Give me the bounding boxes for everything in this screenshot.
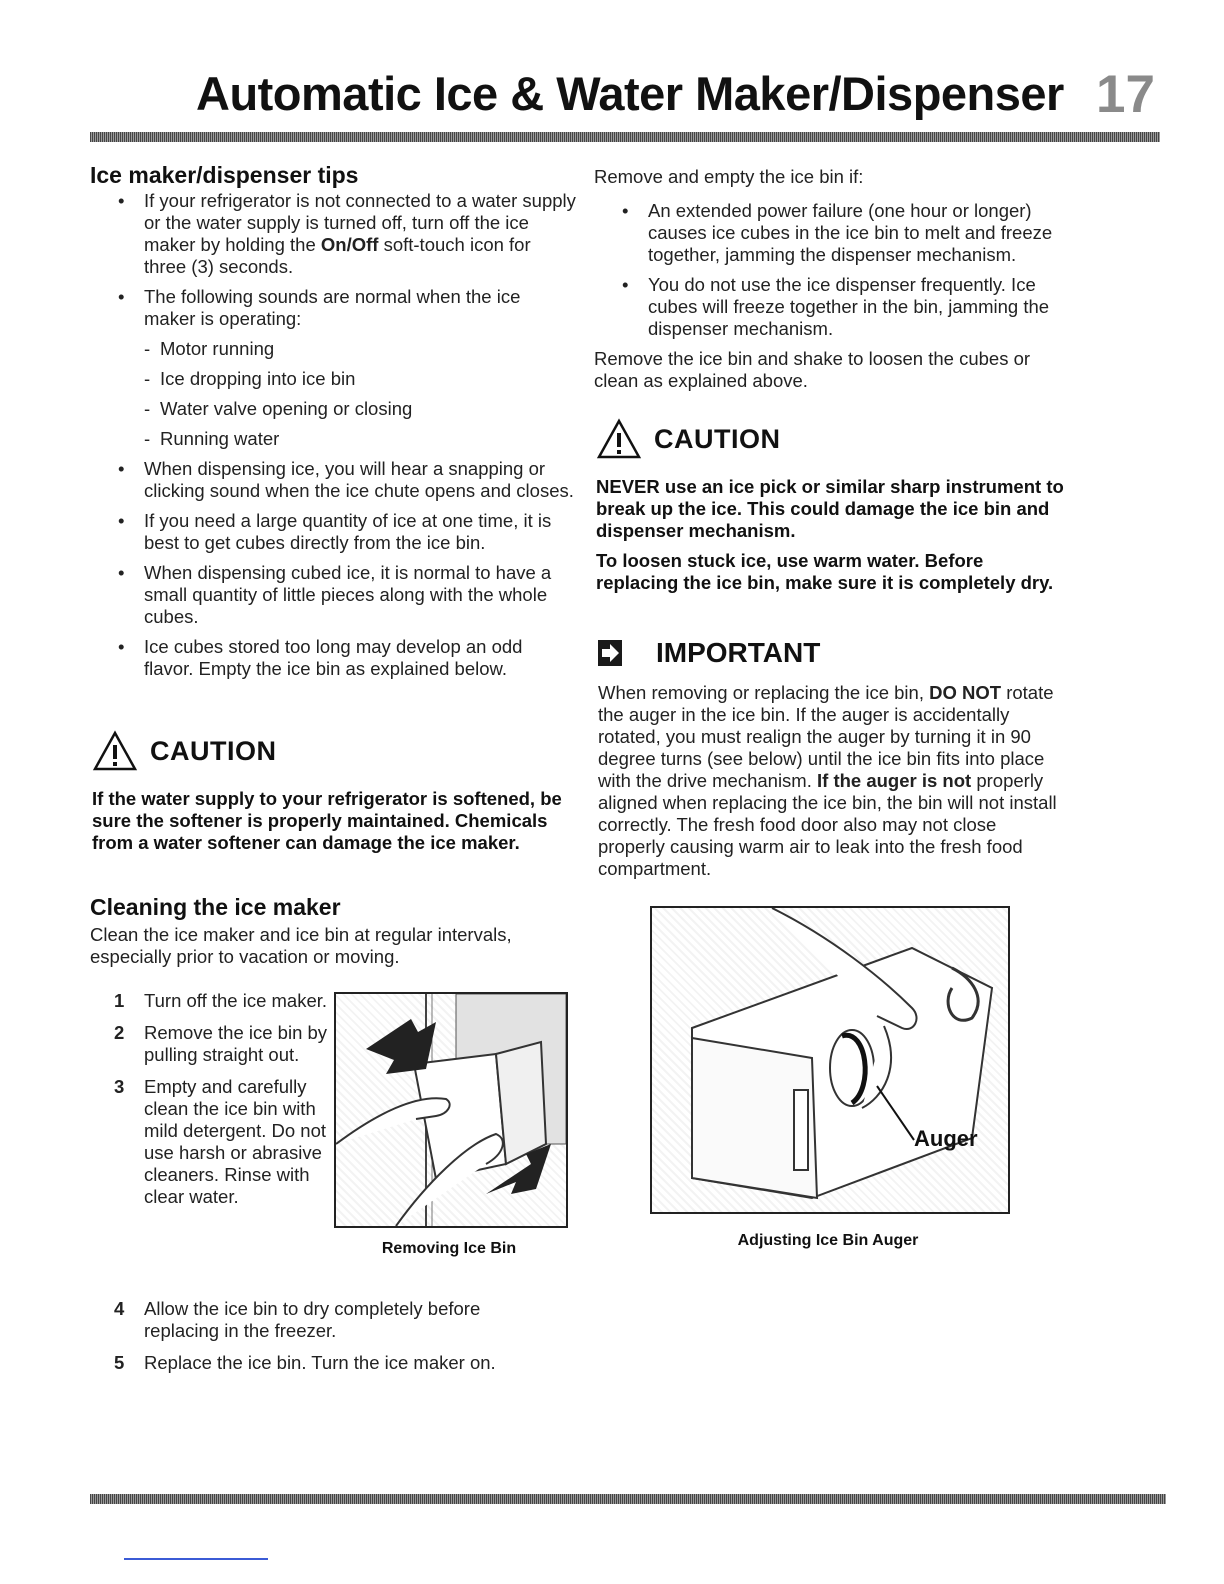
arrow-box-icon [598, 640, 622, 666]
header-rule [90, 132, 1160, 142]
figure-caption: Adjusting Ice Bin Auger [737, 1232, 919, 1249]
important-heading: IMPORTANT [598, 640, 1064, 666]
tips-heading: Ice maker/dispenser tips [90, 162, 359, 188]
cleaning-section [90, 896, 560, 968]
warning-triangle-icon [92, 730, 138, 772]
list-item: • When dispensing ice, you will hear a snapping or clicking sound when the ice chute opens and closes. [90, 458, 576, 502]
right-caution [596, 418, 1066, 602]
list-item: - Motor running [144, 338, 576, 360]
important-section [598, 637, 1064, 880]
cleaning-steps-b [90, 1298, 560, 1384]
list-item: 1 Turn off the ice maker. [114, 990, 328, 1011]
list-item: • If your refrigerator is not connected to a water supply or the water supply is turned off, turn off the ice maker by holding the On/Off soft-touch icon for three (3) seconds. [90, 190, 576, 278]
list-item: • An extended power failure (one hour or longer) causes ice cubes in the ice bin to melt and freeze together, jamming the dispenser mechanism. [594, 200, 1074, 266]
cleaning-intro: Clean the ice maker and ice bin at regular intervals, especially prior to vacation or moving. [90, 924, 512, 967]
removing-ice-bin-figure [334, 992, 568, 1228]
caution-heading: CAUTION [596, 418, 1066, 460]
empty-outro: Remove the ice bin and shake to loosen the cubes or clean as explained above. [594, 348, 1031, 391]
page-number: 17 [1096, 65, 1155, 124]
list-item: - Water valve opening or closing [144, 398, 576, 420]
footer-rule [90, 1494, 1166, 1504]
list-item: 4 Allow the ice bin to dry completely before replacing in the freezer. [114, 1298, 481, 1341]
adjusting-auger-figure [650, 906, 1010, 1214]
caution-text: If the water supply to your refrigerator is softened, be sure the softener is properly maintained. Chemicals from a water softener can damage the ice maker. [92, 788, 562, 853]
right-column [594, 166, 1074, 392]
list-item: • If you need a large quantity of ice at one time, it is best to get cubes directly from the ice bin. [90, 510, 576, 554]
sounds-list [144, 338, 576, 450]
caution-heading: CAUTION [92, 730, 572, 772]
list-item: • Ice cubes stored too long may develop an odd flavor. Empty the ice bin as explained below. [90, 636, 576, 680]
warning-triangle-icon [596, 418, 642, 460]
left-caution [92, 730, 572, 854]
figure-caption: Removing Ice Bin [381, 1240, 517, 1257]
tips-list [90, 190, 576, 680]
left-column [90, 164, 576, 688]
caution-text: NEVER use an ice pick or similar sharp instrument to break up the ice. This could damage the ice bin and dispenser mechanism. To loosen stuck ice, use warm water. Before replacing the ice bin, make sure it is completely dry. [596, 476, 1064, 593]
page-title: Automatic Ice & Water Maker/Dispenser [196, 67, 1064, 120]
list-item: - Running water [144, 428, 576, 450]
cleaning-steps-a [90, 990, 330, 1218]
footer-line [124, 1558, 268, 1560]
list-item: • When dispensing cubed ice, it is normal to have a small quantity of little pieces along with the whole cubes. [90, 562, 576, 628]
auger-label: Auger [914, 1126, 978, 1151]
list-item: 3 Empty and carefully clean the ice bin with mild detergent. Do not use harsh or abrasive cleaners. Rinse with clear water. [114, 1076, 327, 1207]
list-item: - Ice dropping into ice bin [144, 368, 576, 390]
list-item: • You do not use the ice dispenser frequently. Ice cubes will freeze together in the bin, jamming the dispenser mechanism. [594, 274, 1074, 340]
empty-intro: Remove and empty the ice bin if: [594, 166, 864, 187]
important-text: When removing or replacing the ice bin, DO NOT rotate the auger in the ice bin. If the auger is accidentally rotated, you must realign the auger by turning it in 90 degree turns (see below) until the ice bin fits into place with the drive mechanism. If the auger is not properly aligned when replacing the ice bin, the bin will not install correctly. The fresh food door also may not close properly causing warm air to leak into the fresh food compartment. [598, 682, 1057, 879]
cleaning-heading: Cleaning the ice maker [90, 894, 341, 920]
list-item: 5 Replace the ice bin. Turn the ice maker on. [114, 1352, 496, 1373]
list-item: • The following sounds are normal when the ice maker is operating: - Motor running - Ice dropping into ice bin - Water valve opening or closing - Running water [90, 286, 576, 450]
empty-list [594, 200, 1074, 340]
list-item: 2 Remove the ice bin by pulling straight out. [114, 1022, 328, 1065]
